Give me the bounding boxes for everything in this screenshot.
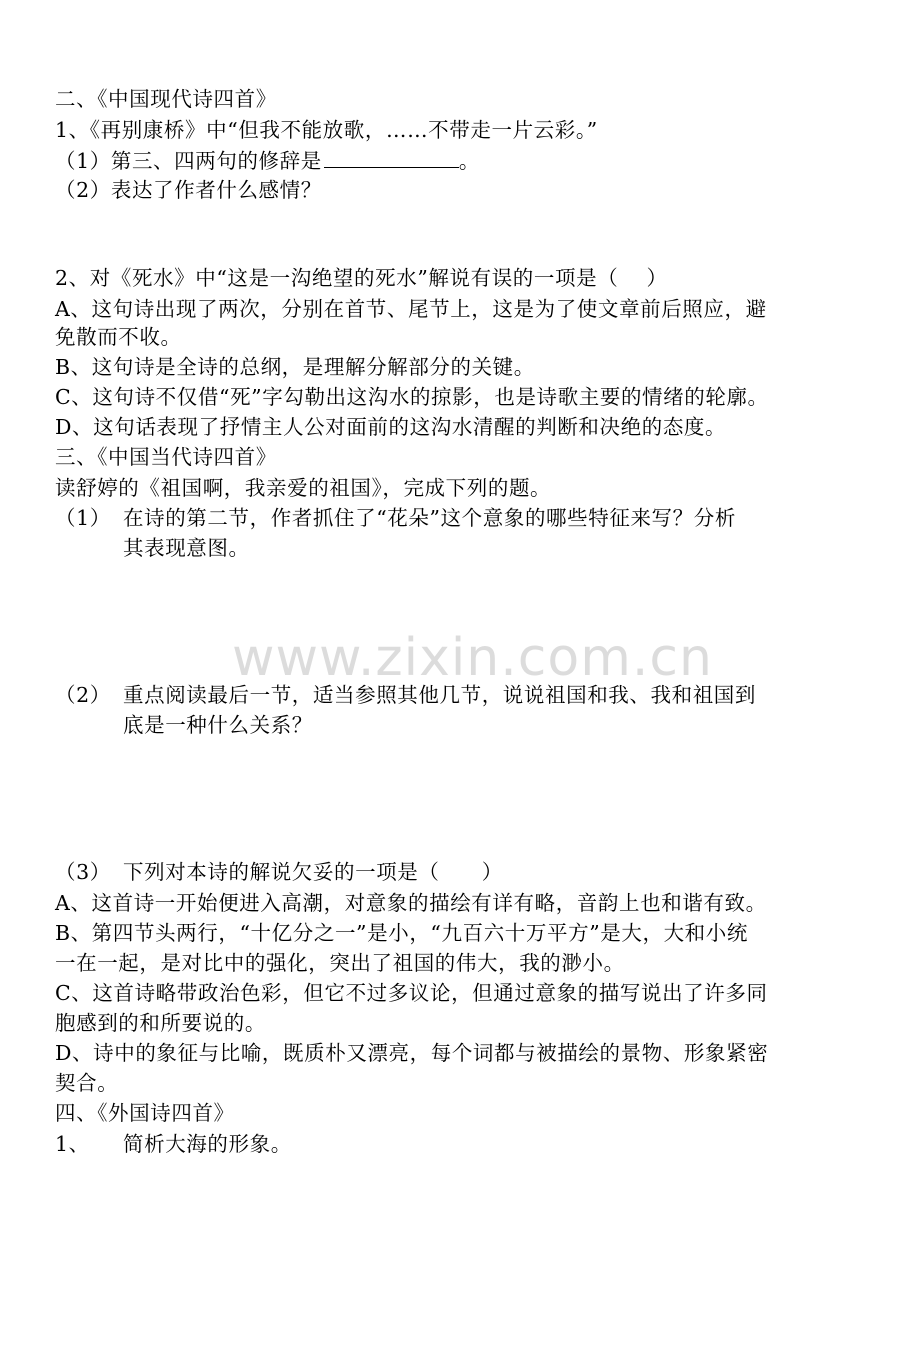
s3-question-1-line1: 在诗的第二节，作者抓住了“花朵”这个意象的哪些特征来写？分析 bbox=[123, 506, 736, 530]
s3-question-2-line1: 重点阅读最后一节，适当参照其他几节，说说祖国和我、我和祖国到 bbox=[123, 683, 756, 707]
question-2-option-c: C、这句诗不仅借“死”字勾勒出这沟水的掠影，也是诗歌主要的情绪的轮廓。 bbox=[55, 385, 769, 409]
question-1-1-end: 。 bbox=[458, 149, 480, 173]
question-1-1 bbox=[55, 146, 480, 176]
question-2-option-a-line2: 免散而不收。 bbox=[55, 325, 182, 349]
question-1-1-text: （1）第三、四两句的修辞是 bbox=[55, 149, 322, 173]
s3-question-3-line1: 下列对本诗的解说欠妥的一项是（ ） bbox=[123, 860, 503, 884]
s3-question-3-option-b-line1: B、第四节头两行，“十亿分之一”是小，“九百六十万平方”是大，大和小统 bbox=[55, 921, 748, 945]
s4-question-1-text: 简析大海的形象。 bbox=[123, 1132, 292, 1156]
s3-question-2-line2: 底是一种什么关系？ bbox=[123, 713, 313, 737]
s3-question-1-number: （1） bbox=[55, 506, 111, 530]
s3-question-3-option-c-line1: C、这首诗略带政治色彩，但它不过多议论，但通过意象的描写说出了许多同 bbox=[55, 981, 768, 1005]
question-2-option-d: D、这句话表现了抒情主人公对面前的这沟水清醒的判断和决绝的态度。 bbox=[55, 415, 727, 439]
s3-question-3-option-d-line2: 契合。 bbox=[55, 1071, 119, 1095]
s3-question-3-option-c-line2: 胞感到的和所要说的。 bbox=[55, 1011, 266, 1035]
answer-blank bbox=[324, 149, 459, 168]
section-3-title: 三、《中国当代诗四首》 bbox=[55, 445, 277, 469]
s4-question-1-number: 1、 bbox=[55, 1132, 90, 1156]
question-2-option-a-line1: A、这句诗出现了两次，分别在首节、尾节上，这是为了使文章前后照应，避 bbox=[55, 297, 767, 321]
section-3-intro: 读舒婷的《祖国啊，我亲爱的祖国》，完成下列的题。 bbox=[55, 476, 552, 500]
question-1-2: （2）表达了作者什么感情？ bbox=[55, 178, 322, 202]
question-2: 2、对《死水》中“这是一沟绝望的死水”解说有误的一项是（ ） bbox=[55, 266, 668, 290]
section-2-title: 二、《中国现代诗四首》 bbox=[55, 87, 277, 111]
s3-question-3-option-d-line1: D、诗中的象征与比喻，既质朴又漂亮，每个词都与被描绘的景物、形象紧密 bbox=[55, 1041, 769, 1065]
s3-question-3-number: （3） bbox=[55, 860, 111, 884]
s3-question-1-line2: 其表现意图。 bbox=[123, 536, 250, 560]
watermark: www.zixin.com.cn bbox=[232, 628, 713, 688]
question-2-option-b: B、这句诗是全诗的总纲，是理解分解部分的关键。 bbox=[55, 355, 535, 379]
s3-question-3-option-a: A、这首诗一开始便进入高潮，对意象的描绘有详有略，音韵上也和谐有致。 bbox=[55, 891, 767, 915]
s3-question-3-option-b-line2: 一在一起，是对比中的强化，突出了祖国的伟大，我的渺小。 bbox=[55, 951, 625, 975]
s3-question-2-number: （2） bbox=[55, 683, 111, 707]
section-4-title: 四、《外国诗四首》 bbox=[55, 1101, 235, 1125]
question-1: 1、《再别康桥》中“但我不能放歌，……不带走一片云彩。” bbox=[55, 118, 598, 142]
